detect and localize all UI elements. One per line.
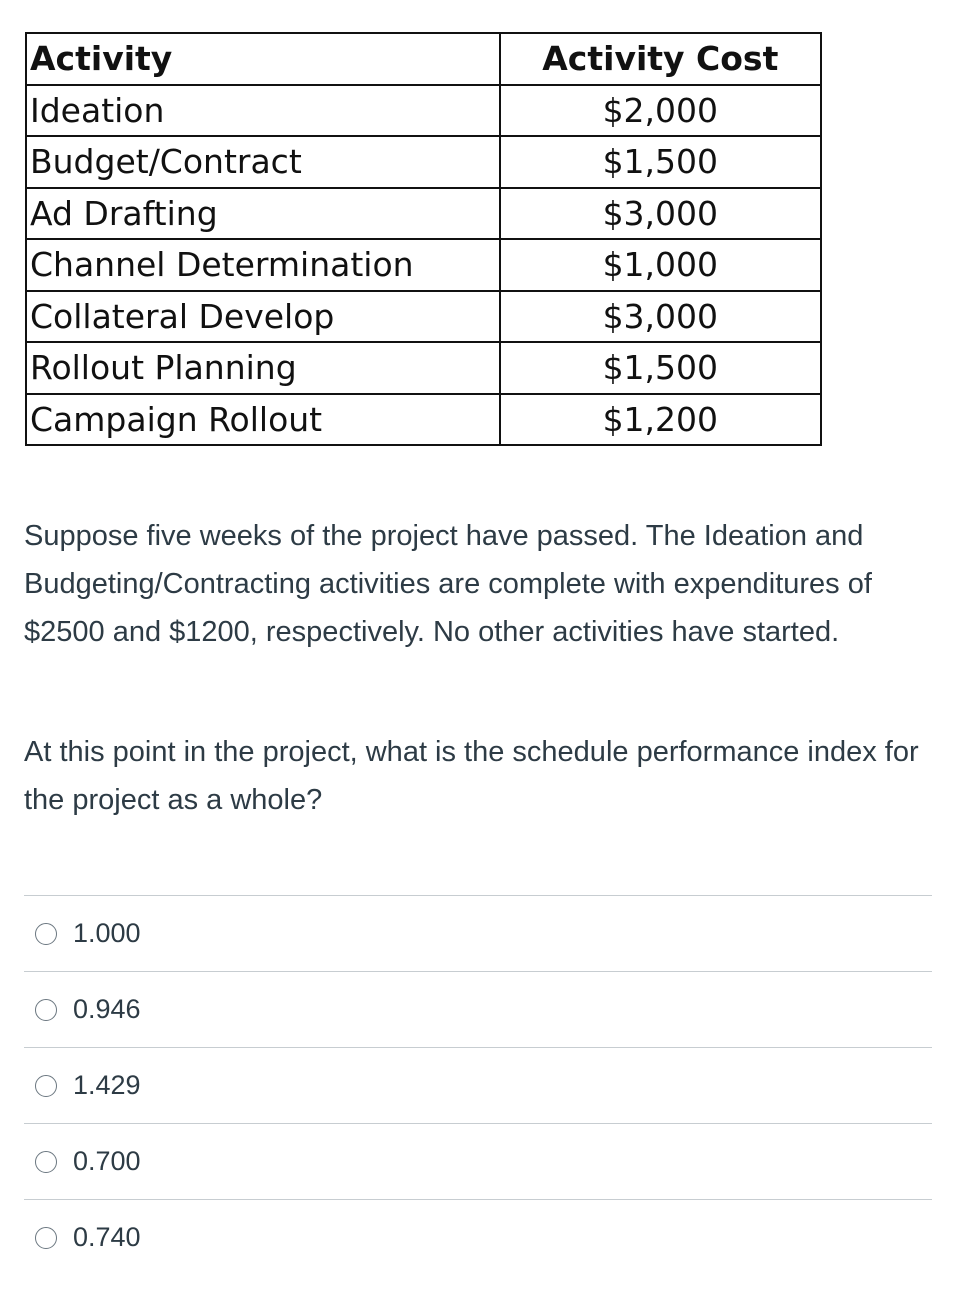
radio-button-icon[interactable]	[35, 999, 57, 1021]
cost-cell: $1,000	[500, 239, 821, 291]
answer-option-label[interactable]: 0.946	[73, 994, 141, 1024]
cost-column-header: Activity Cost	[500, 33, 821, 85]
answer-option[interactable]	[24, 972, 932, 1048]
cost-cell: $1,200	[500, 394, 821, 446]
answer-options-list	[24, 895, 932, 1275]
answer-option[interactable]	[24, 1124, 932, 1200]
cost-cell: $1,500	[500, 136, 821, 188]
activity-cell: Campaign Rollout	[26, 394, 500, 446]
cost-cell: $3,000	[500, 291, 821, 343]
radio-button-icon[interactable]	[35, 1227, 57, 1249]
table-row	[26, 239, 821, 291]
table-row	[26, 136, 821, 188]
cost-cell: $1,500	[500, 342, 821, 394]
cost-cell: $3,000	[500, 188, 821, 240]
activity-cell: Budget/Contract	[26, 136, 500, 188]
answer-option[interactable]	[24, 1048, 932, 1124]
radio-button-icon[interactable]	[35, 1075, 57, 1097]
table-row	[26, 394, 821, 446]
radio-button-icon[interactable]	[35, 1151, 57, 1173]
radio-button-icon[interactable]	[35, 923, 57, 945]
table-row	[26, 85, 821, 137]
table-row	[26, 188, 821, 240]
answer-option-label[interactable]: 0.740	[73, 1222, 141, 1252]
activity-cell: Collateral Develop	[26, 291, 500, 343]
answer-option[interactable]	[24, 896, 932, 972]
answer-option-label[interactable]: 0.700	[73, 1146, 141, 1176]
question-scenario-text: Suppose five weeks of the project have passed. The Ideation and Budgeting/Contracting activities are complete with expenditures of $2500 and $1200, respectively. No other activities have started.	[24, 520, 872, 648]
table-header-row	[26, 33, 821, 85]
answer-option-label[interactable]: 1.429	[73, 1070, 141, 1100]
answer-option-label[interactable]: 1.000	[73, 918, 141, 948]
table-row	[26, 291, 821, 343]
activity-cell: Ideation	[26, 85, 500, 137]
activity-cell: Ad Drafting	[26, 188, 500, 240]
cost-cell: $2,000	[500, 85, 821, 137]
table-row	[26, 342, 821, 394]
activity-cell: Rollout Planning	[26, 342, 500, 394]
activity-cell: Channel Determination	[26, 239, 500, 291]
activity-column-header: Activity	[26, 33, 500, 85]
answer-option[interactable]	[24, 1200, 932, 1275]
activity-cost-table	[25, 32, 822, 446]
question-prompt-text: At this point in the project, what is the schedule performance index for the project as a whole?	[24, 736, 919, 816]
